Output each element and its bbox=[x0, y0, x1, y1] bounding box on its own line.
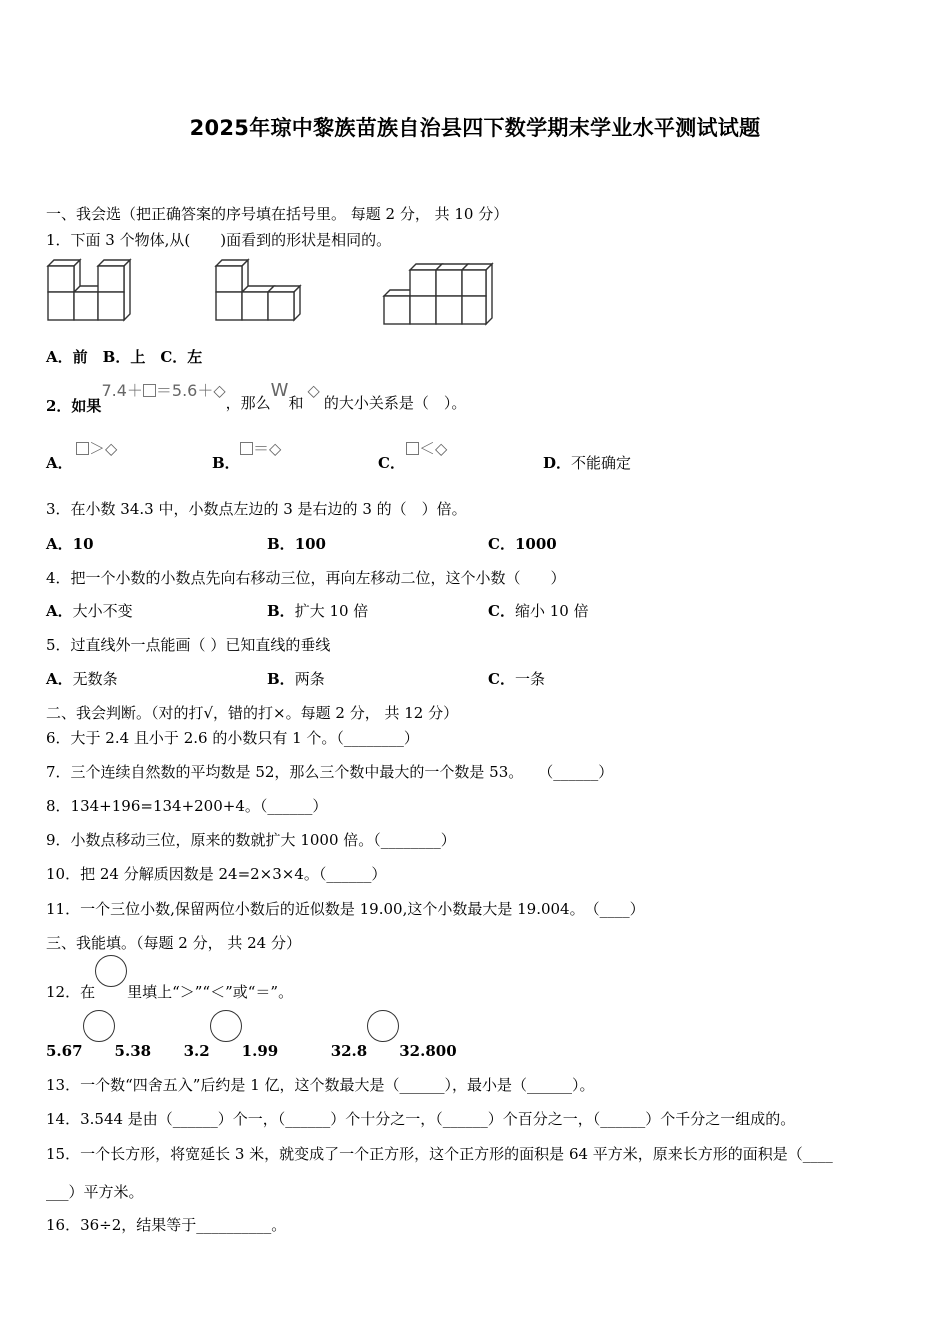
question-5-option-c: C．一条 bbox=[488, 670, 545, 688]
question-16: 16．36÷2，结果等于__________。 bbox=[46, 1216, 287, 1234]
question-3-option-c: C．1000 bbox=[488, 535, 557, 553]
circle-blank-icon bbox=[210, 1010, 242, 1042]
question-4-option-c: C．缩小 10 倍 bbox=[488, 602, 589, 620]
question-4-option-a: A．大小不变 bbox=[46, 602, 133, 620]
question-4: 4．把一个小数的小数点先向右移动三位，再向左移动二位，这个小数（ ） bbox=[46, 569, 566, 587]
square-icon bbox=[76, 442, 89, 455]
question-10: 10．把 24 分解质因数是 24=2×3×4。（______） bbox=[46, 865, 387, 883]
question-9: 9．小数点移动三位，原来的数就扩大 1000 倍。（________） bbox=[46, 831, 456, 849]
cube-figure-3 bbox=[384, 264, 492, 324]
cube-figure-1 bbox=[48, 260, 130, 320]
option-b-expr: ＝◇ bbox=[240, 436, 281, 459]
page-title: 2025年琼中黎族苗族自治县四下数学期末学业水平测试试题 bbox=[189, 116, 761, 140]
question-15-line-2: ___）平方米。 bbox=[46, 1183, 144, 1201]
question-12: 12．在 里填上“＞”“＜”或“＝”。 bbox=[46, 955, 293, 988]
section-2-heading: 二、我会判断。（对的打√，错的打×。每题 2 分， 共 12 分） bbox=[46, 704, 459, 722]
diamond-icon: ◇ bbox=[213, 381, 226, 400]
question-1-options: A．前 B．上 C．左 bbox=[46, 348, 203, 366]
question-15-line-1: 15．一个长方形，将宽延长 3 米，就变成了一个正方形，这个正方形的面积是 64 平方米，原来长方形的面积是（____ bbox=[46, 1145, 833, 1163]
diamond-icon: ◇ bbox=[105, 439, 118, 458]
question-6: 6．大于 2.4 且小于 2.6 的小数只有 1 个。（________） bbox=[46, 729, 419, 747]
question-13: 13．一个数“四舍五入”后约是 1 亿，这个数最大是（______），最小是（______）。 bbox=[46, 1076, 595, 1094]
square-icon bbox=[240, 442, 253, 455]
question-3-option-a: A．10 bbox=[46, 535, 94, 553]
question-7: 7．三个连续自然数的平均数是 52，那么三个数中最大的一个数是 53。 （______） bbox=[46, 763, 614, 781]
question-8: 8．134+196=134+200+4。（______） bbox=[46, 797, 328, 815]
section-1-heading: 一、我会选（把正确答案的序号填在括号里。 每题 2 分， 共 10 分） bbox=[46, 205, 509, 223]
square-icon bbox=[406, 442, 419, 455]
question-2-option-d: D．不能确定 bbox=[543, 454, 632, 472]
question-2: 2．如果7.4＋ ＝5.6＋◇，那么W和◇的大小关系是（ ）。 bbox=[46, 380, 467, 415]
question-12-pairs: 5.67 5.38 3.2 1.99 32.8 32.800 bbox=[46, 1010, 457, 1042]
square-icon bbox=[143, 384, 156, 397]
question-3-option-b: B．100 bbox=[267, 535, 326, 553]
option-c-expr: ＜◇ bbox=[406, 436, 447, 459]
question-2-option-a: A． bbox=[46, 454, 73, 472]
question-14: 14．3.544 是由（______）个一，（______）个十分之一，（______）个百分之一，（______）个千分之一组成的。 bbox=[46, 1110, 796, 1128]
question-2-option-c: C． bbox=[378, 454, 405, 472]
question-11: 11．一个三位小数,保留两位小数后的近似数是 19.00,这个小数最大是 19.004。 （____） bbox=[46, 900, 645, 918]
circle-blank-icon bbox=[95, 955, 127, 987]
cube-figure-2 bbox=[216, 260, 300, 320]
cube-figures bbox=[44, 258, 504, 326]
section-3-heading: 三、我能填。（每题 2 分， 共 24 分） bbox=[46, 934, 301, 952]
question-5: 5．过直线外一点能画（ ）已知直线的垂线 bbox=[46, 636, 331, 654]
circle-blank-icon bbox=[367, 1010, 399, 1042]
question-4-option-b: B．扩大 10 倍 bbox=[267, 602, 369, 620]
circle-blank-icon bbox=[83, 1010, 115, 1042]
diamond-icon: ◇ bbox=[307, 381, 320, 400]
diamond-icon: ◇ bbox=[269, 439, 282, 458]
diamond-icon: ◇ bbox=[435, 439, 448, 458]
option-a-expr: ＞◇ bbox=[76, 436, 117, 459]
question-5-option-b: B．两条 bbox=[267, 670, 325, 688]
question-2-option-b: B． bbox=[212, 454, 240, 472]
question-3: 3．在小数 34.3 中，小数点左边的 3 是右边的 3 的（ ）倍。 bbox=[46, 500, 467, 518]
question-1: 1．下面 3 个物体,从( )面看到的形状是相同的。 bbox=[46, 231, 392, 249]
question-5-option-a: A．无数条 bbox=[46, 670, 118, 688]
